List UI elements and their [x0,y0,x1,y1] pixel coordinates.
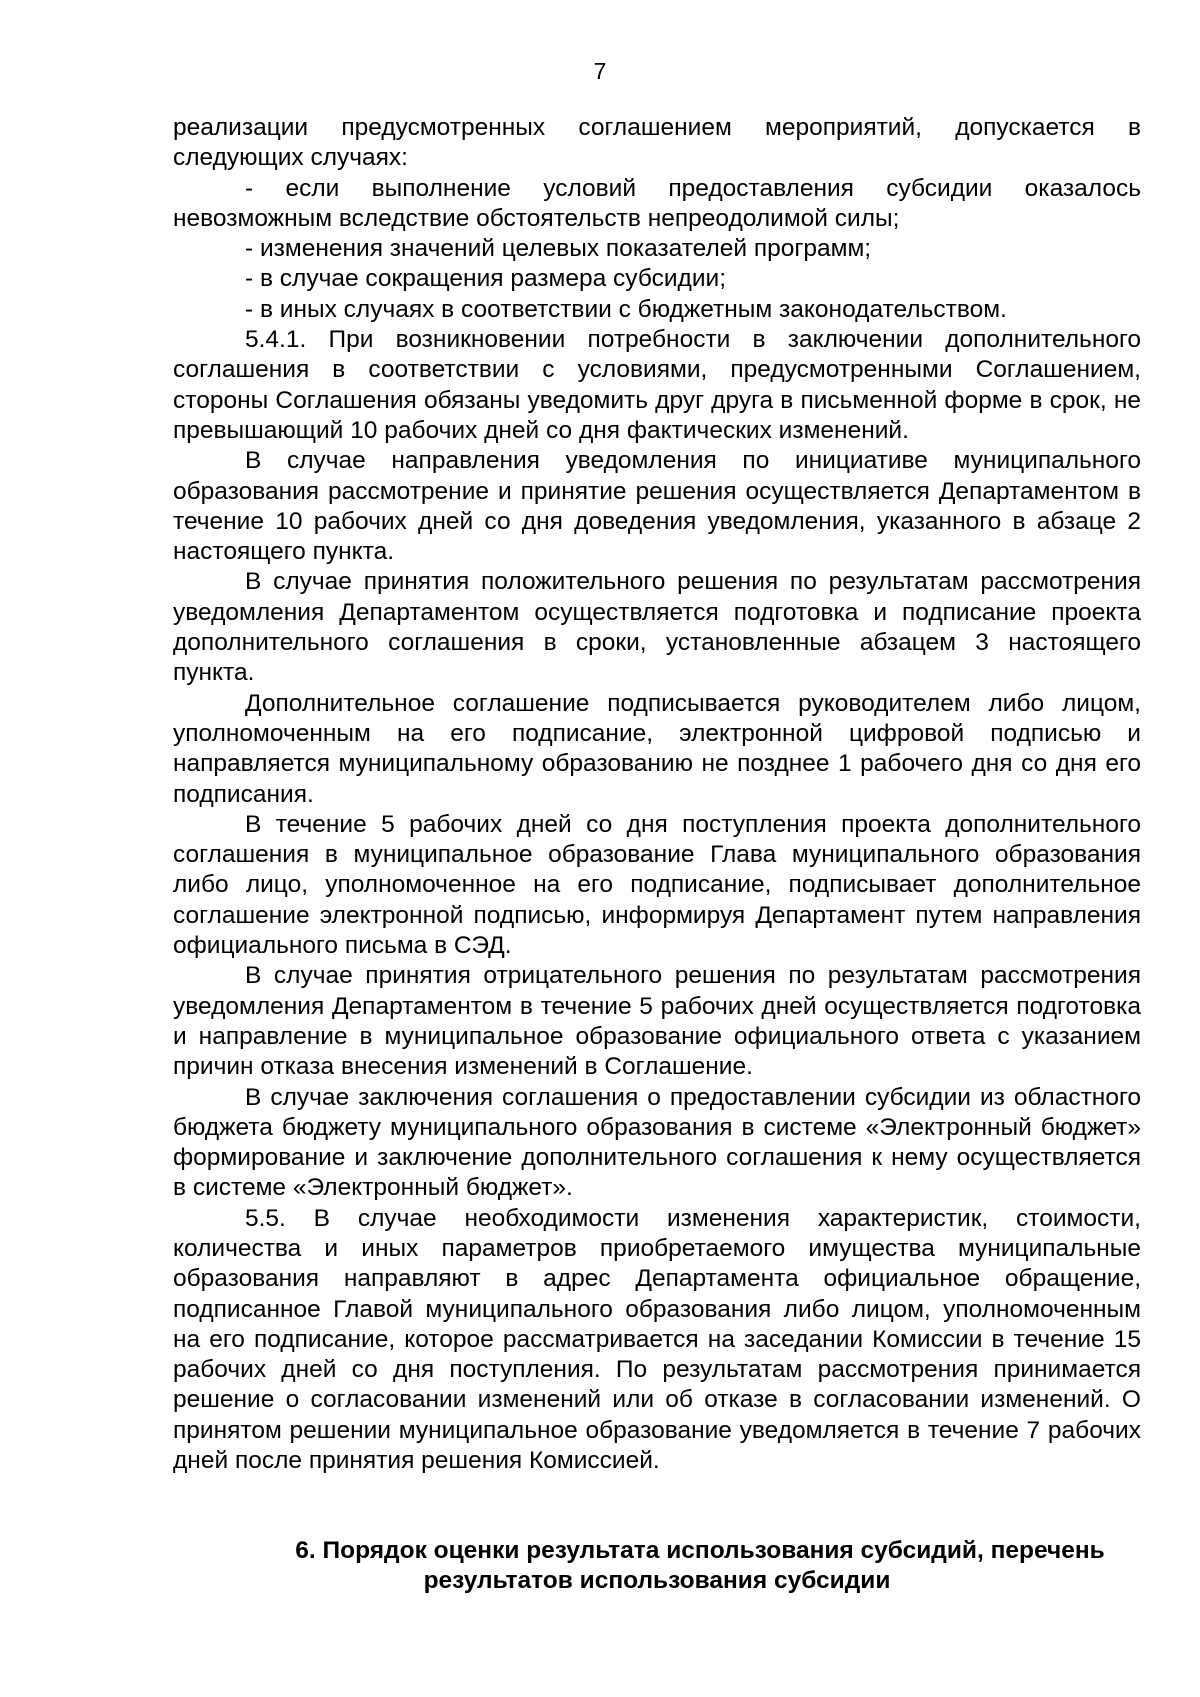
paragraph-1: реализации предусмотренных соглашением мероприятий, допускается в следующих случаях: [173,114,1141,172]
document-body [173,113,1141,1476]
paragraph-10: В течение 5 рабочих дней со дня поступления проекта дополнительного соглашения в муниципальное образование Глава муниципального образования либо лицо, уполномоченное на его подписание, подписывает дополнительное соглашение электронной подписью, информируя Департамент путем направления официального письма в СЭД. [173,810,1141,960]
paragraph-12: В случае заключения соглашения о предоставлении субсидии из областного бюджета бюджету муниципального образования в системе «Электронный бюджет» формирование и заключение дополнительного соглашения к нему осуществляется в системе «Электронный бюджет». [173,1083,1141,1202]
paragraph-5: - в иных случаях в соответствии с бюджетным законодательством. [245,295,1007,323]
section-heading [173,1536,1141,1597]
paragraph-7: В случае направления уведомления по инициативе муниципального образования рассмотрение и принятие решения осуществляется Департаментом в течение 10 рабочих дней со дня доведения уведомления, указанного в абзаце 2 настоящего пункта. [173,447,1141,566]
paragraph-11: В случае принятия отрицательного решения по результатам рассмотрения уведомления Департаментом в течение 5 рабочих дней осуществляется подготовка и направление в муниципальное образование официального ответа с указанием причин отказа внесения изменений в Соглашение. [173,962,1141,1081]
paragraph-2: - если выполнение условий предоставления субсидии оказалось невозможным вследствие обстоятельств непреодолимой силы; [173,174,1141,232]
paragraph-6: 5.4.1. При возникновении потребности в заключении дополнительного соглашения в соответствии с условиями, предусмотренными Соглашением, стороны Соглашения обязаны уведомить друг друга в письменной форме в срок, не превышающий 10 рабочих дней со дня фактических изменений. [173,326,1141,444]
section-heading-line-1: 6. Порядок оценки результата использования субсидий, перечень [295,1537,1105,1564]
paragraph-3: - изменения значений целевых показателей программ; [245,235,872,263]
page-number: 7 [593,58,607,84]
paragraph-9: Дополнительное соглашение подписывается руководителем либо лицом, уполномоченным на его подписание, электронной цифровой подписью и направляется муниципальному образованию не позднее 1 рабочего дня со дня его подписания. [173,689,1141,808]
paragraph-8: В случае принятия положительного решения по результатам рассмотрения уведомления Департаментом осуществляется подготовка и подписание проекта дополнительного соглашения в сроки, установленные абзацем 3 настоящего пункта. [173,568,1141,687]
paragraph-13: 5.5. В случае необходимости изменения характеристик, стоимости, количества и иных параметров приобретаемого имущества муниципальные образования направляют в адрес Департамента официальное обращение, подписанное Главой муниципального образования либо лицом, уполномоченным на его подписание, которое рассматривается на заседании Комиссии в течение 15 рабочих дней со дня поступления. По результатам рассмотрения принимается решение о согласовании изменений или об отказе в согласовании изменений. О принятом решении муниципальное образование уведомляется в течение 7 рабочих дней после принятия решения Комиссией. [173,1204,1141,1475]
section-heading-line-2: результатов использования субсидии [423,1567,891,1595]
paragraph-4: - в случае сокращения размера субсидии; [245,265,727,293]
